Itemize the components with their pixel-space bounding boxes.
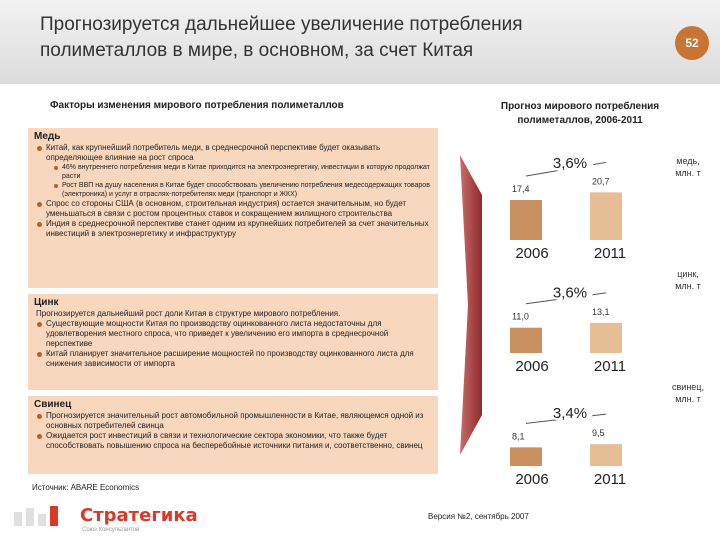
copper-bullet-1: Китай, как крупнейший потребитель меди, в среднесрочной перспективе будет оказывать определяющее влияние на рост спроса <box>34 143 432 163</box>
copper-title: Медь <box>34 131 61 142</box>
copper-bullet-3: Индия в среднесрочной перспективе станет одним из крупнейших потребителей за счет значительных инвестиций в электроэнергетику и инфраструктуру <box>34 219 432 239</box>
data-label: 20,7 <box>592 176 610 187</box>
zinc-bullet-2: Китай планирует значительное расширение мощностей по производству оцинкованного листа для снижения зависимости от импорта <box>34 349 432 369</box>
category-label: 2011 <box>593 471 627 488</box>
lead-section <box>28 396 438 474</box>
source-note: Источник: ABARE Economics <box>32 483 140 492</box>
data-label: 13,1 <box>592 306 610 317</box>
data-label: 11,0 <box>512 311 529 322</box>
growth-label: 3,6% <box>552 284 588 302</box>
category-label: 2006 <box>515 245 549 262</box>
category-label: 2011 <box>593 245 627 262</box>
unit-label-line-2: млн. т <box>675 168 701 178</box>
category-label: 2006 <box>515 358 549 375</box>
unit-label-line-1: цинк, <box>677 269 699 279</box>
logo-subtitle: Союз Консультантов <box>82 527 140 533</box>
copper-subbullet-2: Рост ВВП на душу населения в Китае будет способствовать увеличению потребления медесодержащих товаров (электроника) и услуг в отраслях-потребителях меди (транспорт и ЖКХ) <box>34 181 432 199</box>
bar-2006 <box>510 200 542 240</box>
unit-label-line-2: млн. т <box>675 394 701 404</box>
copper-section <box>28 128 438 288</box>
forecast-heading: Прогноз мирового потребления полиметаллов, 2006-2011 <box>500 101 660 126</box>
company-logo <box>8 502 198 536</box>
lead-bullet-2: Ожидается рост инвестиций в связи и технологические сектора экономики, что также будет способствовать повышению спроса на бесперебойные источники питания и, соответственно, свинец <box>34 431 432 451</box>
lead-bullet-1: Прогнозируется значительный рост автомобильной промышленности в Китае, являющемся одной из основных потребителей свинца <box>34 411 432 431</box>
category-label: 2006 <box>515 471 549 488</box>
header-bar <box>0 0 720 84</box>
zinc-intro: Прогнозируется дальнейший рост доли Китая в структуре мирового потребления. <box>36 309 341 318</box>
zinc-title: Цинк <box>34 297 59 308</box>
zinc-section <box>28 294 438 390</box>
data-label: 17,4 <box>512 183 530 194</box>
growth-label: 3,4% <box>552 404 588 422</box>
version-label: Версия №2, сентябрь 2007 <box>428 512 529 521</box>
page-number-badge: 52 <box>675 26 709 60</box>
unit-label-line-1: медь, <box>676 156 700 166</box>
logo-mark-icon <box>8 502 78 532</box>
bar-2006 <box>510 328 542 353</box>
logo-text: Стратегика <box>80 505 198 526</box>
factors-heading: Факторы изменения мирового потребления полиметаллов <box>50 100 344 111</box>
bar-2011 <box>590 444 622 466</box>
unit-label-line-2: млн. т <box>675 281 701 291</box>
bar-2006 <box>510 447 542 466</box>
page-title: Прогнозируется дальнейшее увеличение потребления полиметаллов в мире, в основном, за счет Китая <box>40 14 523 61</box>
data-label: 8,1 <box>512 431 525 442</box>
lead-title: Свинец <box>34 399 72 410</box>
bar-2011 <box>590 323 622 353</box>
right-arrow-icon <box>460 155 490 455</box>
copper-bullet-2: Спрос со стороны США (в основном, строительная индустрия) остается значительным, но будет уменьшаться в связи с ростом процентных ставок и сокращением жилищного строительства <box>34 199 432 219</box>
unit-label-line-1: свинец, <box>672 382 704 392</box>
consumption-forecast-charts <box>510 150 710 490</box>
category-label: 2011 <box>593 358 627 375</box>
zinc-bullet-1: Существующие мощности Китая по производству оцинкованного листа недостаточны для удовлетворения местного спроса, что приведет к увеличению его импорта в среднесрочной перспективе <box>34 319 432 349</box>
copper-subbullet-1: 46% внутреннего потребления меди в Китае приходится на электроэнергетику, инвестиции в которую продолжат расти <box>34 163 432 181</box>
growth-label: 3,6% <box>552 155 588 173</box>
data-label: 9,5 <box>592 428 605 439</box>
bar-2011 <box>590 192 622 240</box>
